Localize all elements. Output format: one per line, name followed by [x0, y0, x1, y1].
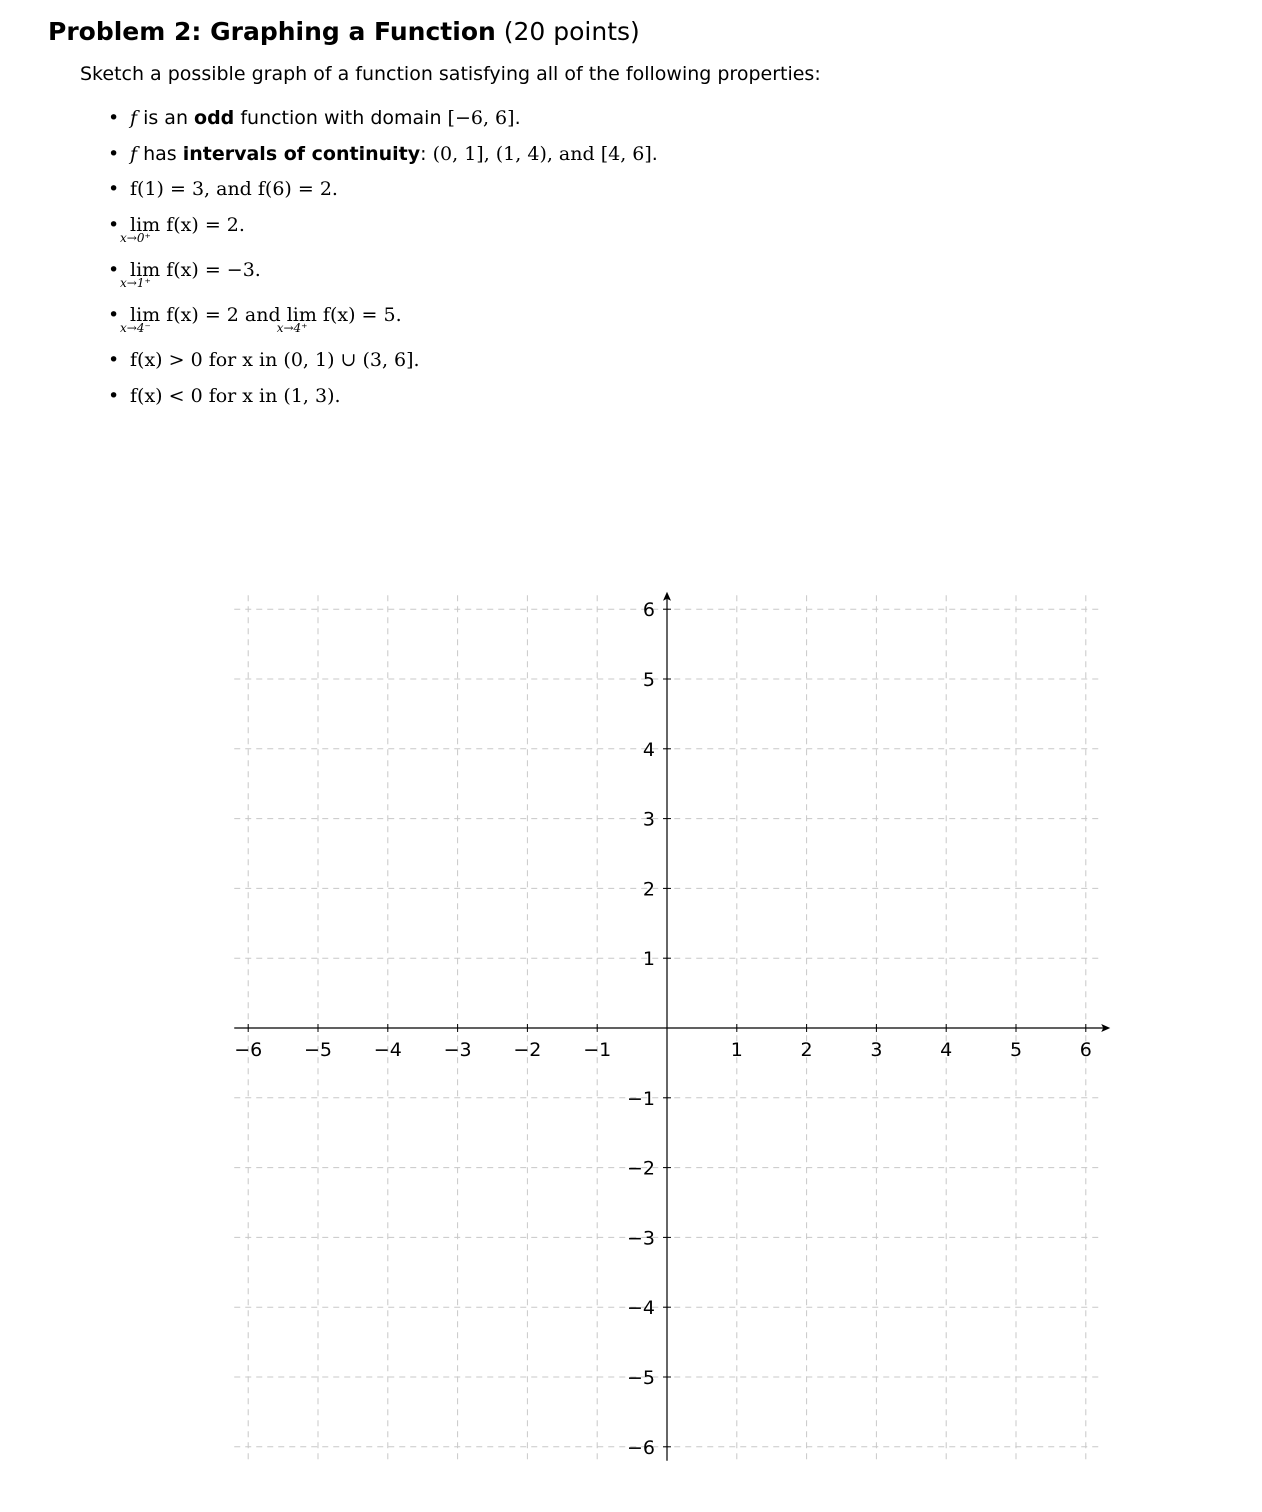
- problem-heading: Problem 2: Graphing a Function: [48, 17, 496, 46]
- tick-labels: [234, 599, 1092, 1459]
- bullet: •: [108, 143, 120, 165]
- limit: lim x→0⁺: [120, 214, 161, 245]
- y-tick-label: 1: [642, 948, 655, 971]
- x-tick-label: −1: [583, 1039, 612, 1061]
- x-tick-label: 3: [870, 1039, 883, 1061]
- bullet: •: [108, 259, 120, 281]
- limit: lim x→4⁺: [276, 304, 317, 335]
- y-tick-label: 3: [642, 808, 655, 831]
- x-tick-label: −5: [303, 1039, 333, 1061]
- property-limit-1: • lim x→1⁺ f(x) = −3.: [108, 256, 261, 284]
- bullet: •: [108, 107, 120, 129]
- bullet: •: [108, 385, 120, 407]
- y-tick-label: −2: [626, 1157, 655, 1180]
- x-tick-label: 5: [1009, 1039, 1023, 1061]
- x-tick-label: −6: [234, 1039, 263, 1061]
- limit: lim x→1⁺: [120, 259, 161, 290]
- y-tick-label: 5: [642, 669, 655, 691]
- limit: lim x→4⁻: [120, 304, 161, 335]
- property-continuity: • f has intervals of continuity: (0, 1], (1, 4), and [4, 6].: [108, 140, 658, 168]
- y-tick-label: −3: [626, 1227, 655, 1250]
- x-tick-label: 4: [940, 1039, 953, 1061]
- bullet: •: [108, 178, 120, 200]
- bullet: •: [108, 214, 120, 236]
- y-tick-label: 2: [642, 878, 655, 901]
- property-limit-0: • lim x→0⁺ f(x) = 2.: [108, 211, 245, 239]
- property-positive: • f(x) > 0 for x in (0, 1) ∪ (3, 6].: [108, 346, 420, 374]
- x-tick-label: −3: [443, 1039, 472, 1061]
- y-tick-label: −4: [626, 1297, 655, 1320]
- property-negative: • f(x) < 0 for x in (1, 3).: [108, 382, 341, 410]
- y-tick-label: 6: [642, 599, 655, 622]
- x-tick-label: 6: [1079, 1039, 1092, 1061]
- x-tick-label: 1: [730, 1039, 743, 1061]
- y-tick-label: −5: [626, 1367, 655, 1389]
- property-limit-4: • lim x→4⁻ f(x) = 2 and lim x→4⁺ f(x) = 5.: [108, 301, 402, 329]
- x-tick-label: −2: [513, 1039, 542, 1061]
- x-tick-label: −4: [373, 1039, 402, 1061]
- x-tick-label: 2: [800, 1039, 813, 1061]
- y-tick-label: −1: [626, 1087, 655, 1110]
- bullet: •: [108, 304, 120, 326]
- y-tick-label: −6: [626, 1436, 655, 1459]
- property-odd: • f is an odd function with domain [−6, 6].: [108, 104, 521, 132]
- axes: [234, 592, 1110, 1461]
- bullet: •: [108, 349, 120, 371]
- property-values: • f(1) = 3, and f(6) = 2.: [108, 175, 338, 203]
- problem-intro: Sketch a possible graph of a function satisfying all of the following properties:: [80, 63, 821, 85]
- y-tick-label: 4: [642, 738, 655, 761]
- problem-points: (20 points): [503, 17, 640, 46]
